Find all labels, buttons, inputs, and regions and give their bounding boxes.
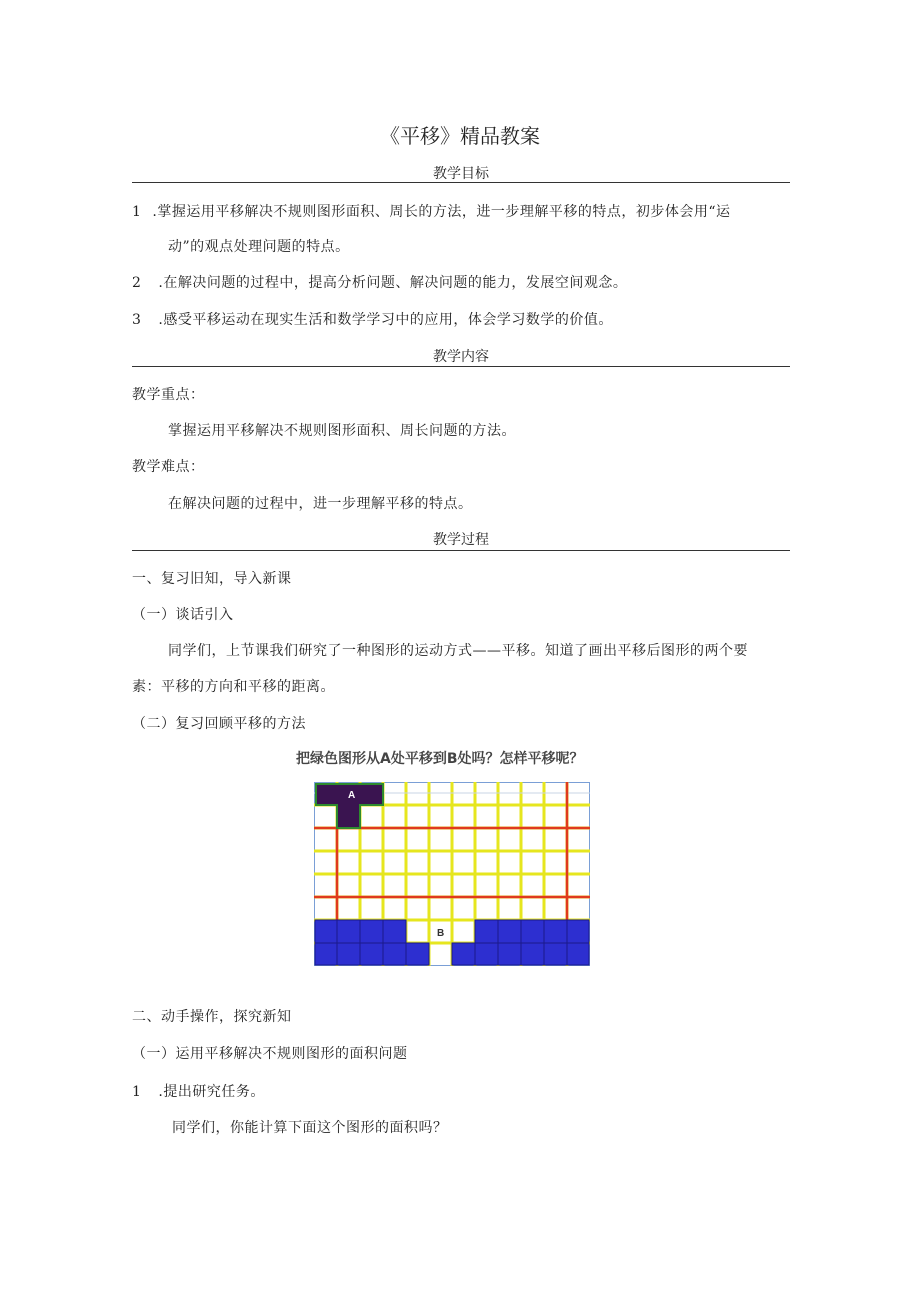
divider (132, 366, 790, 367)
label-b: B (437, 928, 445, 939)
section-heading-content: 教学内容 (433, 349, 489, 365)
goal-number: 2 (132, 275, 142, 291)
part-two-heading: 二、动手操作，探究新知 (132, 1009, 292, 1025)
goal-item-1 (132, 201, 730, 221)
section-heading-process: 教学过程 (433, 532, 489, 548)
goal-number: 1 (132, 204, 142, 220)
subsection-heading: （二）复习回顾平移的方法 (132, 716, 306, 732)
difficulty-label: 教学难点： (132, 459, 205, 475)
goal-text: .在解决问题的过程中，提高分析问题、解决问题的能力，发展空间观念。 (158, 275, 628, 291)
task-number: 1 (132, 1084, 142, 1100)
task-text: .提出研究任务。 (158, 1084, 265, 1100)
grid-svg (314, 782, 590, 966)
task-item (132, 1081, 265, 1101)
key-point-text: 掌握运用平移解决不规则图形面积、周长问题的方法。 (168, 423, 516, 439)
figure-caption: 把绿色图形从A处平移到B处吗？怎样平移呢？ (296, 751, 584, 767)
section-heading-goals: 教学目标 (433, 166, 489, 182)
subsection-heading: （一）运用平移解决不规则图形的面积问题 (132, 1046, 408, 1062)
key-point-label: 教学重点： (132, 387, 205, 403)
goal-text: .掌握运用平移解决不规则图形面积、周长的方法，进一步理解平移的特点，初步体会用“运 (152, 204, 731, 220)
label-a: A (348, 790, 356, 801)
difficulty-text: 在解决问题的过程中，进一步理解平移的特点。 (168, 496, 473, 512)
subsection-heading: （一）谈话引入 (132, 607, 234, 623)
translation-grid-figure (314, 782, 590, 966)
goal-text: .感受平移运动在现实生活和数学学习中的应用，体会学习数学的价值。 (158, 312, 613, 328)
goal-item-1-continued: 动”的观点处理问题的特点。 (168, 239, 350, 255)
goal-number: 3 (132, 312, 142, 328)
paragraph-line: 同学们，你能计算下面这个图形的面积吗？ (172, 1120, 448, 1136)
paragraph-line: 素：平移的方向和平移的距离。 (132, 679, 335, 695)
goal-item-3 (132, 309, 613, 329)
goal-item-2 (132, 272, 627, 292)
part-one-heading: 一、复习旧知，导入新课 (132, 571, 292, 587)
document-title: 《平移》精品教案 (380, 124, 540, 148)
divider (132, 182, 790, 183)
divider (132, 550, 790, 551)
paragraph-line: 同学们，上节课我们研究了一种图形的运动方式——平移。知道了画出平移后图形的两个要 (168, 643, 748, 659)
